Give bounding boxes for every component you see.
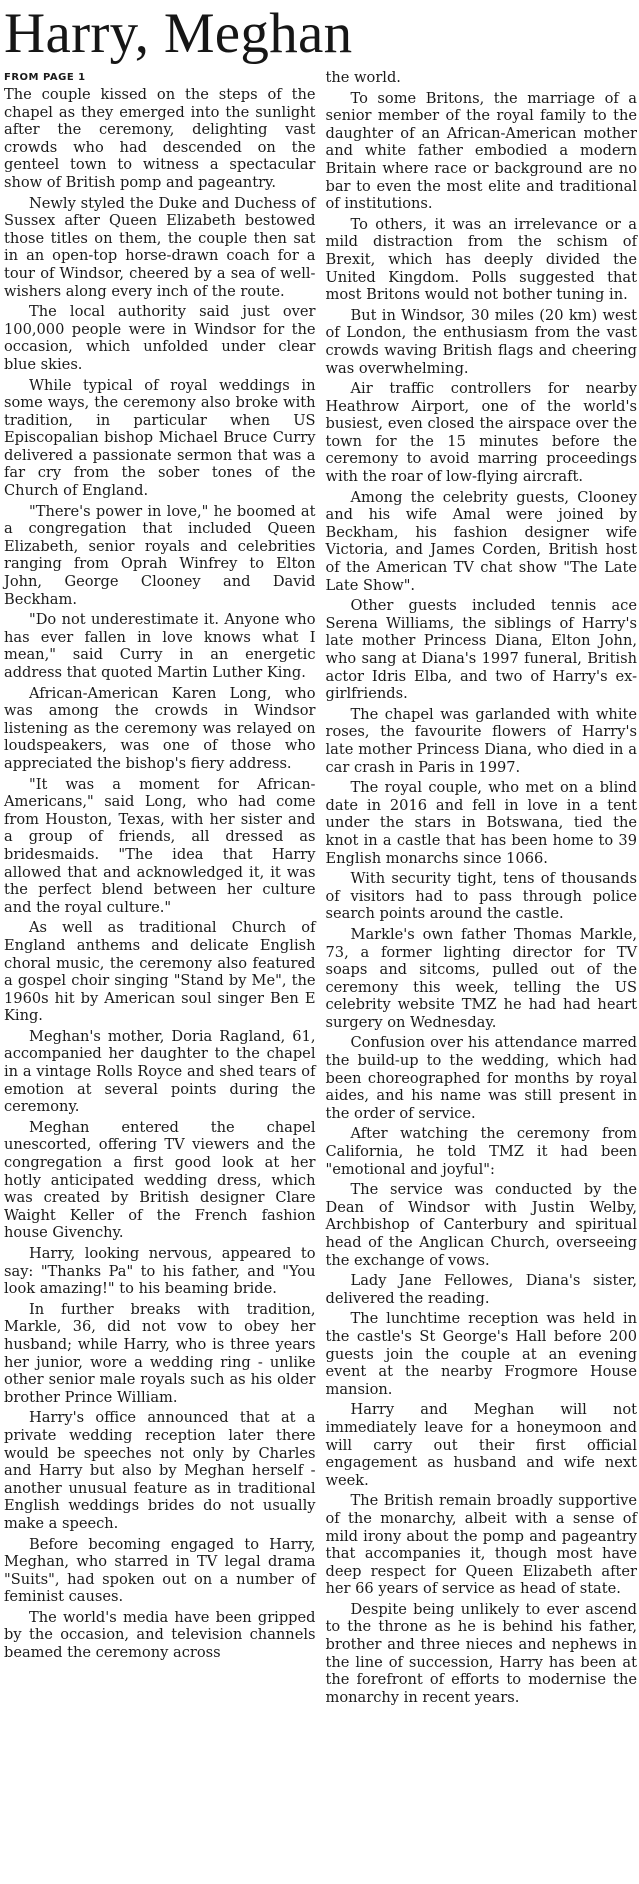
paragraph: Confusion over his attendance marred the build-up to the wedding, which had been choreographed for months by royal aides, and his name was still present in the order of service. [325, 1034, 637, 1122]
headline: Harry, Meghan [4, 2, 353, 65]
paragraph: Newly styled the Duke and Duchess of Sussex after Queen Elizabeth bestowed those titles on them, the couple then sat in an open-top horse-drawn coach for a tour of Windsor, cheered by a sea of well-wishers along every inch of the route. [4, 194, 316, 300]
paragraph: Despite being unlikely to ever ascend to the throne as he is behind his father, brother and three nieces and nephews in the line of succession, Harry has been at the forefront of efforts to modernise the monarchy in recent years. [325, 1600, 637, 1706]
paragraph: The royal couple, who met on a blind date in 2016 and fell in love in a tent under the stars in Botswana, tied the knot in a castle that has been home to 39 English monarchs since 1066. [325, 779, 637, 867]
paragraph: Before becoming engaged to Harry, Meghan, who starred in TV legal drama "Suits", had spoken out on a number of feminist causes. [4, 1535, 316, 1606]
paragraph: Markle's own father Thomas Markle, 73, a former lighting director for TV soaps and sitcoms, pulled out of the ceremony this week, telling the US celebrity website TMZ he had had heart surgery on Wednesday. [325, 925, 637, 1031]
paragraph: While typical of royal weddings in some ways, the ceremony also broke with tradition, in particular when US Episcopalian bishop Michael Bruce Curry delivered a passionate sermon that was a far cry from the sober tones of the Church of England. [4, 376, 316, 500]
paragraph: the world. [325, 69, 401, 86]
paragraph: To some Britons, the marriage of a senior member of the royal family to the daughter of an African-American mother and white father embodied a modern Britain where race or background are no bar to even the most elite and traditional of institutions. [325, 89, 637, 213]
column-right [326, 69, 638, 1709]
paragraph: With security tight, tens of thousands of visitors had to pass through police search points around the castle. [325, 870, 637, 923]
paragraph: The chapel was garlanded with white roses, the favourite flowers of Harry's late mother Princess Diana, who died in a car crash in Paris in 1997. [325, 705, 637, 776]
paragraph: Harry and Meghan will not immediately leave for a honeymoon and will carry out their first official engagement as husband and wife next week. [325, 1401, 637, 1489]
paragraph: Lady Jane Fellowes, Diana's sister, delivered the reading. [325, 1272, 637, 1307]
paragraph: In further breaks with tradition, Markle, 36, did not vow to obey her husband; while Harry, who is three years her junior, wore a wedding ring - unlike other senior male royals such as his older brother Prince William. [4, 1300, 316, 1406]
paragraph: The British remain broadly supportive of the monarchy, albeit with a sense of mild irony about the pomp and pageantry that accompanies it, though most have deep respect for Queen Elizabeth after her 66 years of service as head of state. [325, 1492, 637, 1598]
paragraph: "Do not underestimate it. Anyone who has ever fallen in love knows what I mean," said Curry in an energetic address that quoted Martin Luther King. [4, 611, 316, 681]
article-body [4, 69, 637, 1709]
paragraph: The world's media have been gripped by the occasion, and television channels beamed the ceremony across [4, 1608, 316, 1662]
paragraph: Among the celebrity guests, Clooney and his wife Amal were joined by Beckham, his fashion designer wife Victoria, and James Corden, British host of the American TV chat show "The Late Late Show". [325, 488, 637, 594]
paragraph: Harry, looking nervous, appeared to say: "Thanks Pa" to his father, and "You look amazing!" to his beaming bride. [4, 1245, 316, 1298]
paragraph: Air traffic controllers for nearby Heathrow Airport, one of the world's busiest, even closed the airspace over the town for the 15 minutes before the ceremony to avoid marring proceedings with the roar of low-flying aircraft. [325, 380, 637, 486]
paragraph: Other guests included tennis ace Serena Williams, the siblings of Harry's late mother Princess Diana, Elton John, who sang at Diana's 1997 funeral, British actor Idris Elba, and two of Harry's ex-girlfriends. [325, 597, 637, 703]
paragraph: "There's power in love," he boomed at a congregation that included Queen Elizabeth, senior royals and celebrities ranging from Oprah Winfrey to Elton John, George Clooney and David Beckham. [4, 502, 316, 608]
paragraph: Meghan entered the chapel unescorted, offering TV viewers and the congregation a first good look at her hotly anticipated wedding dress, which was created by British designer Clare Waight Keller of the French fashion house Givenchy. [4, 1118, 316, 1242]
paragraph: The couple kissed on the steps of the chapel as they emerged into the sunlight after the ceremony, delighting vast crowds who had descended on the genteel town to witness a spectacular show of British pomp and pageantry. [4, 86, 316, 191]
paragraph: To others, it was an irrelevance or a mild distraction from the schism of Brexit, which has deeply divided the United Kingdom. Polls suggested that most Britons would not bother tuning in. [325, 215, 637, 304]
dateline: FROM PAGE 1 [4, 72, 86, 83]
paragraph: As well as traditional Church of England anthems and delicate English choral music, the ceremony also featured a gospel choir singing "Stand by Me", the 1960s hit by American soul singer Ben E King. [4, 919, 316, 1025]
paragraph: The lunchtime reception was held in the castle's St George's Hall before 200 guests join the couple at an evening event at the nearby Frogmore House mansion. [325, 1310, 637, 1398]
paragraph: Meghan's mother, Doria Ragland, 61, accompanied her daughter to the chapel in a vintage Rolls Royce and shed tears of emotion at several points during the ceremony. [4, 1027, 316, 1116]
paragraph: "It was a moment for African-Americans," said Long, who had come from Houston, Texas, with her sister and a group of friends, all dressed as bridesmaids. "The idea that Harry allowed that and acknowledged it, it was the perfect blend between her culture and the royal culture." [4, 775, 316, 916]
paragraph: African-American Karen Long, who was among the crowds in Windsor listening as the ceremony was relayed on loudspeakers, was one of those who appreciated the bishop's fiery address. [4, 684, 316, 772]
paragraph: But in Windsor, 30 miles (20 km) west of London, the enthusiasm from the vast crowds waving British flags and cheering was overwhelming. [325, 306, 637, 377]
paragraph: After watching the ceremony from California, he told TMZ it had been "emotional and joyful": [325, 1125, 637, 1178]
column-left [4, 69, 316, 1709]
paragraph: The service was conducted by the Dean of Windsor with Justin Welby, Archbishop of Canterbury and spiritual head of the Anglican Church, overseeing the exchange of vows. [325, 1181, 637, 1269]
paragraph: Harry's office announced that at a private wedding reception later there would be speeches not only by Charles and Harry but also by Meghan herself - another unusual feature as in traditional English weddings brides do not usually make a speech. [4, 1409, 316, 1532]
paragraph: The local authority said just over 100,000 people were in Windsor for the occasion, which unfolded under clear blue skies. [4, 303, 316, 373]
